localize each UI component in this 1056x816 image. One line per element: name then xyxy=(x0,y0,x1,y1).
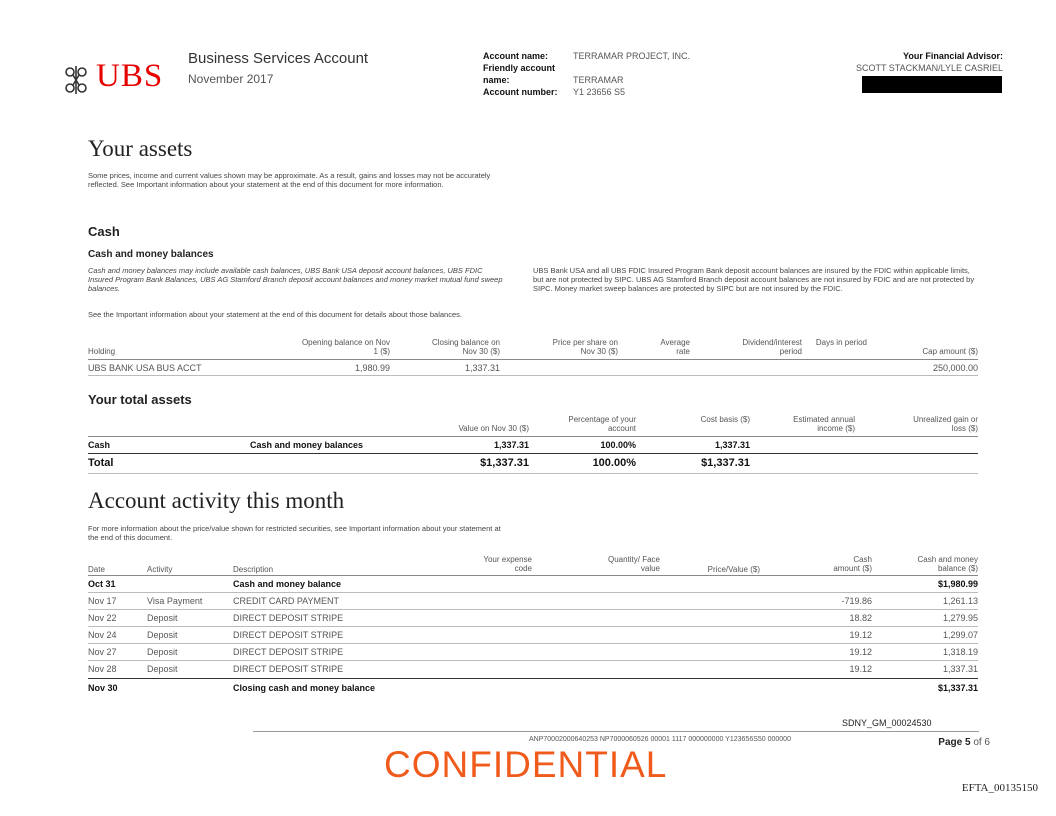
act-col-balance: Cash and money balance ($) xyxy=(917,555,978,573)
total-cash-cost: 1,337.31 xyxy=(714,440,750,450)
table-row xyxy=(88,627,978,643)
act-col-date: Date xyxy=(88,565,105,574)
financial-advisor xyxy=(856,50,1003,74)
row-activity: Deposit xyxy=(147,613,178,623)
col-holding: Holding xyxy=(88,347,116,356)
row-amount: 19.12 xyxy=(849,647,872,657)
footer-code: ANP70002000640253 NP7000060526 00001 1117 000000000 Y123656S50 000000 xyxy=(529,736,791,743)
col-closing-balance: Closing balance on Nov 30 ($) xyxy=(431,338,500,356)
ubs-logo-text: UBS xyxy=(96,58,164,94)
act-col-activity: Activity xyxy=(147,565,173,574)
col-est-income: Estimated annual income ($) xyxy=(793,415,855,433)
friendly-name-label: Friendly account name: xyxy=(483,63,556,85)
holding-name: UBS BANK USA BUS ACCT xyxy=(88,363,202,373)
row-date: Nov 24 xyxy=(88,630,117,640)
page-number xyxy=(938,737,990,748)
total-cash-label: Cash xyxy=(88,440,111,450)
activity-closing-row xyxy=(88,680,978,696)
total-assets-title: Your total assets xyxy=(88,392,192,407)
row-activity: Deposit xyxy=(147,630,178,640)
row-desc: DIRECT DEPOSIT STRIPE xyxy=(233,613,344,623)
act-col-cash-amount: Cash amount ($) xyxy=(833,555,872,573)
total-value: $1,337.31 xyxy=(480,457,529,469)
activity-title: Account activity this month xyxy=(88,488,345,513)
page-current: 5 xyxy=(964,737,971,748)
row-date: Nov 22 xyxy=(88,613,117,623)
col-dividend-period: Dividend/interest period xyxy=(742,338,802,356)
account-number-label: Account number: xyxy=(483,87,558,97)
row-amount: -719.86 xyxy=(841,596,872,606)
total-cash-value: 1,337.31 xyxy=(493,440,529,450)
statement-period: November 2017 xyxy=(188,72,274,86)
account-name-label: Account name: xyxy=(483,51,549,61)
row-balance: 1,337.31 xyxy=(942,664,978,674)
closing-balance: $1,337.31 xyxy=(937,683,978,693)
act-col-price-value: Price/Value ($) xyxy=(707,565,760,574)
row-date: Nov 28 xyxy=(88,664,117,674)
row-desc: CREDIT CARD PAYMENT xyxy=(233,596,340,606)
total-cost: $1,337.31 xyxy=(701,457,750,469)
table-row xyxy=(88,661,978,677)
row-desc: DIRECT DEPOSIT STRIPE xyxy=(233,664,344,674)
col-opening-balance: Opening balance on Nov 1 ($) xyxy=(301,338,390,356)
friendly-name: TERRAMAR xyxy=(573,75,624,85)
row-desc: DIRECT DEPOSIT STRIPE xyxy=(233,647,344,657)
act-col-description: Description xyxy=(233,565,274,574)
row-amount: 18.82 xyxy=(849,613,872,623)
row-date: Nov 17 xyxy=(88,596,117,606)
row-balance: 1,299.07 xyxy=(942,630,978,640)
ubs-keys-logo-icon xyxy=(60,64,92,96)
assets-note: Some prices, income and current values shown may be approximate. As a result, gains and losses may not be accurately reflected. See Important information about your statement at the end of this document for more information. xyxy=(88,171,491,189)
page-label: Page xyxy=(938,737,963,748)
total-cash-pct: 100.00% xyxy=(600,440,636,450)
total-pct: 100.00% xyxy=(592,457,636,469)
activity-opening-row xyxy=(88,576,978,592)
col-value: Value on Nov 30 ($) xyxy=(458,424,529,433)
row-activity: Visa Payment xyxy=(147,596,203,606)
row-amount: 19.12 xyxy=(849,664,872,674)
activity-note: For more information about the price/value shown for restricted securities, see Important information about your statement at the end of this document. xyxy=(88,524,501,542)
act-col-expense-code: Your expense code xyxy=(483,555,532,573)
document-title: Business Services Account xyxy=(188,50,369,67)
see-note: See the Important information about your statement at the end of this document for details about those balances. xyxy=(88,310,462,319)
table-row xyxy=(88,593,978,609)
account-info xyxy=(483,50,690,98)
row-amount: 19.12 xyxy=(849,630,872,640)
redaction-bar xyxy=(862,76,1002,93)
confidential-stamp: CONFIDENTIAL xyxy=(384,744,668,785)
closing-date: Nov 30 xyxy=(88,683,118,693)
row-activity: Deposit xyxy=(147,664,178,674)
row-balance: 1,261.13 xyxy=(942,596,978,606)
holding-closing: 1,337.31 xyxy=(464,363,500,373)
total-label: Total xyxy=(88,457,114,469)
col-average-rate: Average rate xyxy=(660,338,690,356)
efta-number: EFTA_00135150 xyxy=(961,782,1038,794)
cmb-note-left: Cash and money balances may include available cash balances, UBS Bank USA deposit account balances, UBS FDIC Insured Program Bank Balances, UBS AG Stamford Branch deposit account balances and money market mutual fund sweep balances. xyxy=(88,266,503,293)
account-name: TERRAMAR PROJECT, INC. xyxy=(573,51,691,61)
col-cap-amount: Cap amount ($) xyxy=(922,347,978,356)
opening-date: Oct 31 xyxy=(88,579,116,589)
total-cash-desc: Cash and money balances xyxy=(250,440,364,450)
holding-opening: 1,980.99 xyxy=(354,363,390,373)
opening-balance: $1,980.99 xyxy=(937,579,978,589)
row-activity: Deposit xyxy=(147,647,178,657)
col-price-per-share: Price per share on Nov 30 ($) xyxy=(552,338,618,356)
account-number: Y1 23656 S5 xyxy=(573,87,626,97)
row-date: Nov 27 xyxy=(88,647,117,657)
holding-cap-amount: 250,000.00 xyxy=(932,363,978,373)
assets-title: Your assets xyxy=(88,136,193,161)
act-col-quantity: Quantity/ Face value xyxy=(607,555,660,573)
cash-heading: Cash xyxy=(88,224,120,239)
col-cost-basis: Cost basis ($) xyxy=(700,415,750,424)
row-desc: DIRECT DEPOSIT STRIPE xyxy=(233,630,344,640)
page-total: of 6 xyxy=(973,737,990,748)
closing-desc: Closing cash and money balance xyxy=(233,683,376,693)
sdny-bates-number: SDNY_GM_00024530 xyxy=(842,718,932,728)
col-unrealized: Unrealized gain or loss ($) xyxy=(913,415,978,433)
cmb-note-right: UBS Bank USA and all UBS FDIC Insured Program Bank deposit account balances are insured by the FDIC within applicable limits, but are not protected by SIPC. UBS AG Stamford Branch deposit account balances are not insured by FDIC and are not protected by SIPC. Money market sweep balances are protected by SIPC but are not insured by the FDIC. xyxy=(533,266,975,293)
row-balance: 1,318.19 xyxy=(942,647,978,657)
row-balance: 1,279.95 xyxy=(942,613,978,623)
col-percentage: Percentage of your account xyxy=(568,415,636,433)
opening-desc: Cash and money balance xyxy=(233,579,342,589)
table-row xyxy=(88,644,978,660)
cmb-heading: Cash and money balances xyxy=(88,249,214,260)
table-row xyxy=(88,610,978,626)
col-days-in-period: Days in period xyxy=(815,338,867,347)
advisor-name: SCOTT STACKMAN/LYLE CASRIEL xyxy=(855,63,1003,73)
advisor-label: Your Financial Advisor: xyxy=(902,51,1003,61)
